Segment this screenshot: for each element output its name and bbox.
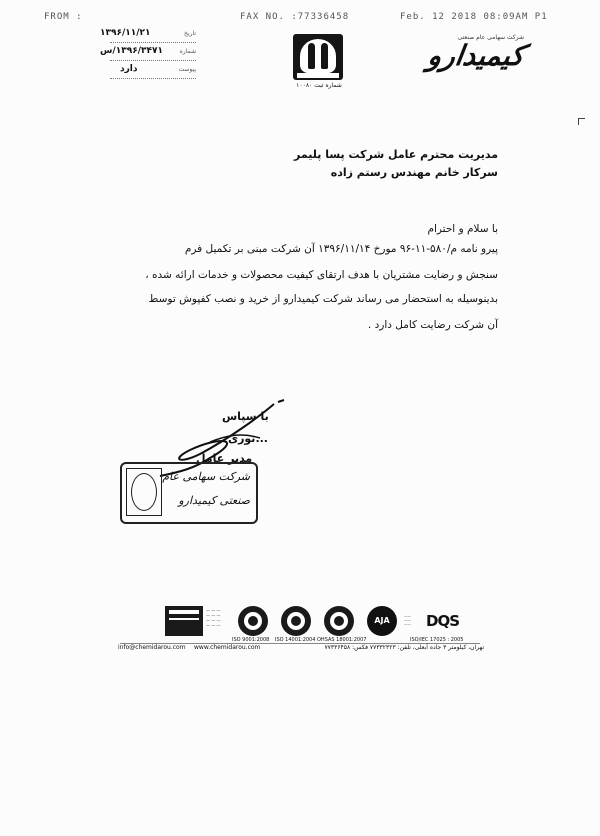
recipient-line-1: مدیریت محترم عامل شرکت پسا پلیمر <box>294 148 498 161</box>
date-row <box>100 28 196 38</box>
body-line: سنجش و رضایت مشتریان با هدف ارتقای کیفیت محصولات و خدمات ارائه شده ، <box>145 269 498 281</box>
company-stamp <box>120 462 258 524</box>
attachment-row <box>100 64 196 74</box>
divider <box>110 78 196 79</box>
number-label: شماره <box>179 47 196 55</box>
date-label: تاریخ <box>184 29 196 37</box>
dqs-text: DQS <box>426 612 460 630</box>
footer-address: تهران، کیلومتر ۳ جاده آبعلی، تلفن: ۷۷۳۳۲۳۲۳ فکس: ۷۷۳۳۶۴۵۸ <box>324 644 484 651</box>
greeting: با سلام و احترام <box>427 223 498 235</box>
stamp-emblem <box>126 468 162 516</box>
fax-datetime: Feb. 12 2018 08:09AM P1 <box>400 12 548 22</box>
date-value: ۱۳۹۶/۱۱/۲۱ <box>100 28 151 38</box>
attachment-value: دارد <box>120 64 138 74</box>
cert-caption: ISO 14001:2004 <box>275 637 316 643</box>
globe-icon <box>324 606 354 636</box>
number-value: ۱۳۹۶/۳۴۷۱/س <box>100 46 163 56</box>
cert-caption: ISO 9001:2008 <box>232 637 270 643</box>
number-row <box>100 46 196 56</box>
recipient-line-2: سرکار خانم مهندس رستم زاده <box>330 166 498 179</box>
aja-text: AJA <box>374 616 390 625</box>
accreditation-logo <box>165 606 203 636</box>
signer-title: مدیر عامل <box>196 452 253 465</box>
accreditation-text: — — — — — — — — — — — — <box>206 608 221 628</box>
signer-name: ...نوری <box>228 432 268 445</box>
footer-website: www.chemidarou.com <box>194 644 261 651</box>
footer-email: info@chemidarou.com <box>118 644 186 651</box>
fax-from: FROM : <box>44 12 83 22</box>
fold-mark <box>578 118 585 125</box>
divider <box>110 42 196 43</box>
closing: با سپاس <box>222 410 269 423</box>
globe-icon <box>238 606 268 636</box>
globe-icon <box>281 606 311 636</box>
body-line: بدینوسیله به استحضار می رساند شرکت کیمیدارو از خرید و نصب کفپوش توسط <box>148 293 498 305</box>
attachment-label: پیوست <box>178 65 196 73</box>
cert-caption: OHSAS 18001:2007 <box>317 637 367 643</box>
divider <box>110 60 196 61</box>
body-line: آن شرکت رضایت کامل دارد . <box>367 319 498 331</box>
company-wordmark <box>404 34 527 72</box>
company-emblem <box>293 34 343 80</box>
company-tagline: شرکت سهامی عام صنعتی <box>457 34 524 41</box>
aja-badge-icon <box>367 606 397 636</box>
registration-number: شماره ثبت ۱۰۰۸۰ <box>296 82 342 89</box>
cert-caption: ISO/IEC 17025 : 2005 <box>410 637 464 643</box>
stamp-line-1: شرکت سهامی عام <box>162 470 250 483</box>
dqs-logo: —— —— —— DQS <box>404 612 460 630</box>
company-name: کیمیدارو <box>425 39 527 72</box>
stamp-line-2: صنعتی کیمیدارو <box>178 494 250 507</box>
fax-number: FAX NO. :77336458 <box>240 12 350 22</box>
body-line: پیرو نامه م/۵۸۰-۱۱-۹۶ مورخ ۱۳۹۶/۱۱/۱۴ آن شرکت مبنی بر تکمیل فرم <box>184 243 498 255</box>
